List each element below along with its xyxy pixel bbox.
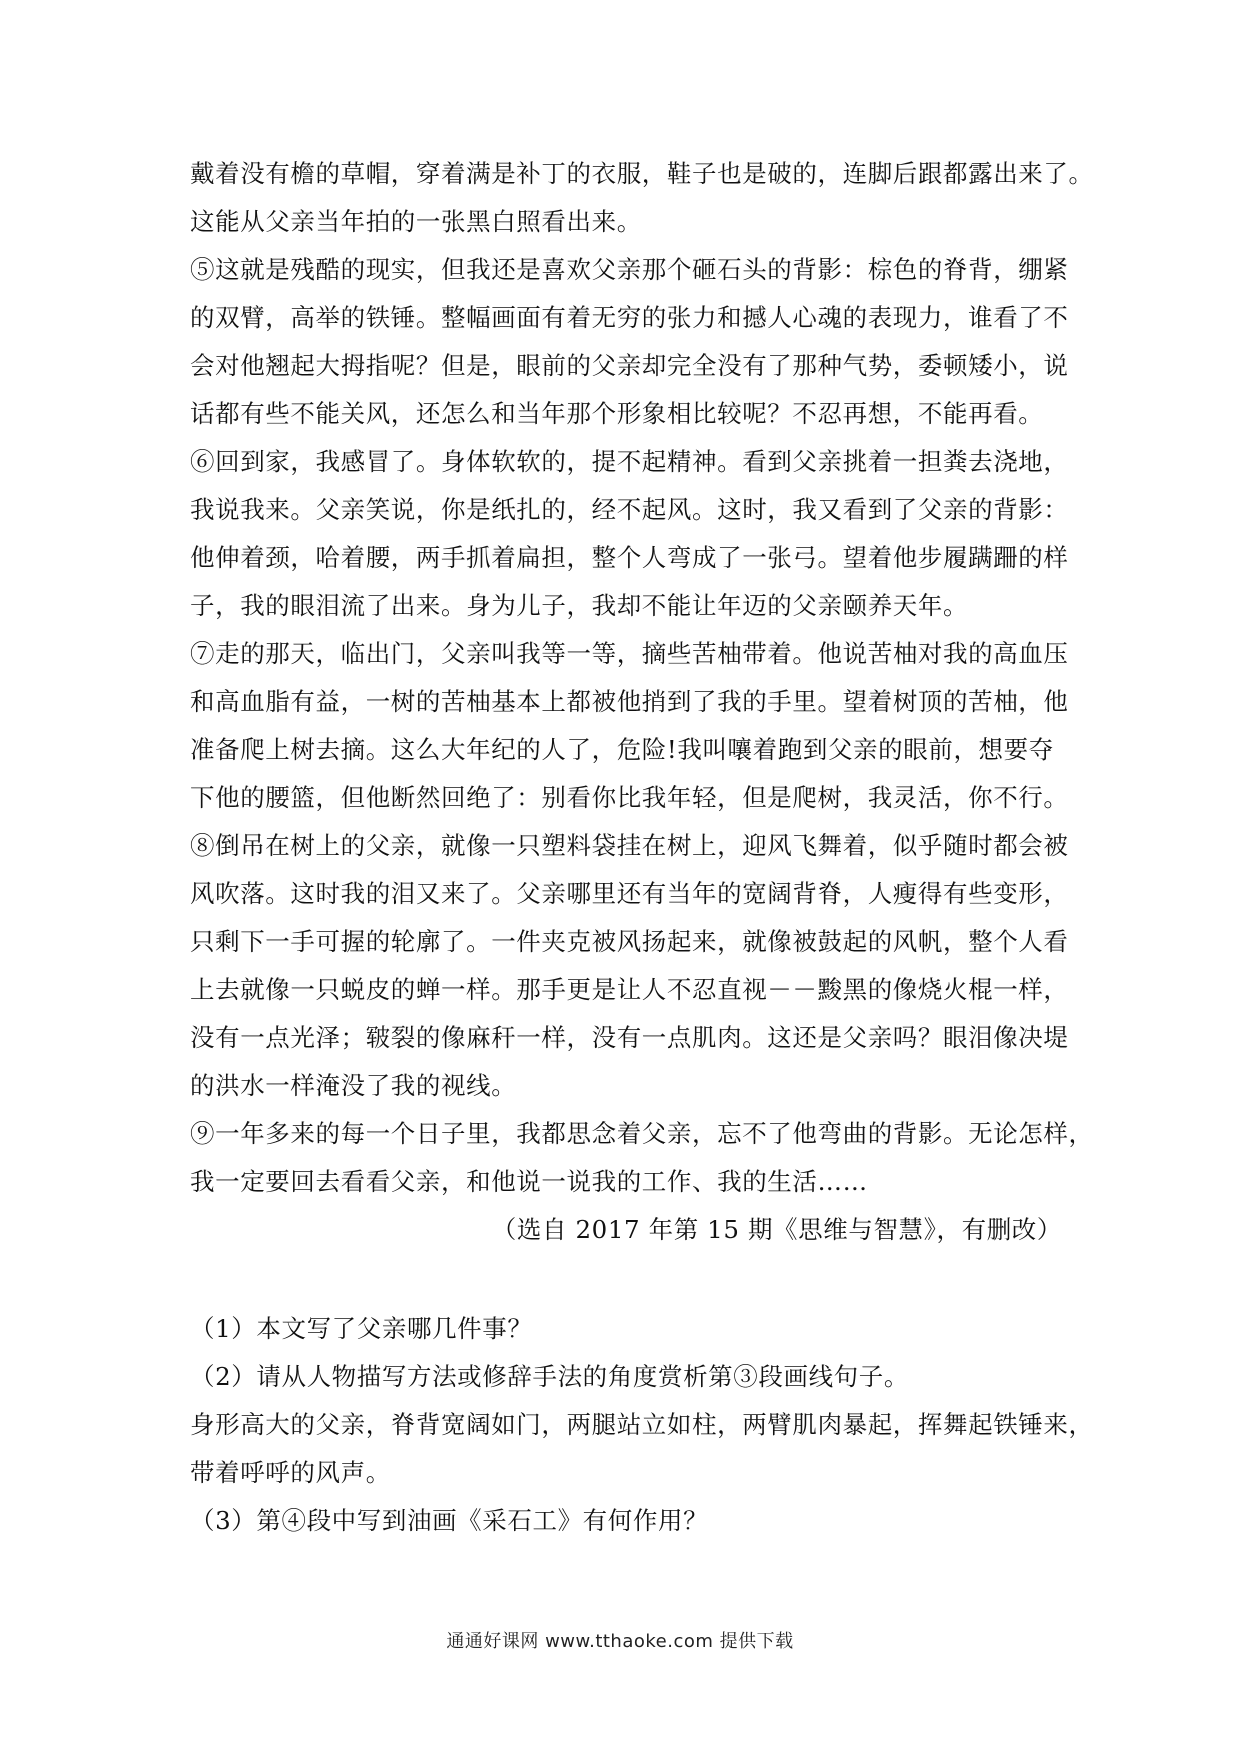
question-2: （2）请从人物描写方法或修辞手法的角度赏析第③段画线句子。 bbox=[190, 1362, 909, 1391]
passage-body bbox=[190, 150, 1094, 1254]
passage-line: 的双臂，高举的铁锤。整幅画面有着无穷的张力和撼人心魂的表现力，谁看了不 bbox=[190, 303, 1069, 332]
passage-line: ⑧倒吊在树上的父亲，就像一只塑料袋挂在树上，迎风飞舞着，似乎随时都会被 bbox=[190, 831, 1069, 860]
passage-line: ⑤这就是残酷的现实，但我还是喜欢父亲那个砸石头的背影：棕色的脊背，绷紧 bbox=[190, 255, 1069, 284]
passage-line: 子，我的眼泪流了出来。身为儿子，我却不能让年迈的父亲颐养天年。 bbox=[190, 591, 969, 620]
passage-line: 我一定要回去看看父亲，和他说一说我的工作、我的生活…… bbox=[190, 1167, 868, 1196]
passage-line: 和高血脂有益，一树的苦柚基本上都被他捎到了我的手里。望着树顶的苦柚，他 bbox=[190, 687, 1069, 716]
passage-line: 会对他翘起大拇指呢？但是，眼前的父亲却完全没有了那种气势，委顿矮小，说 bbox=[190, 351, 1069, 380]
passage-line: 风吹落。这时我的泪又来了。父亲哪里还有当年的宽阔背脊，人瘦得有些变形， bbox=[190, 879, 1069, 908]
quoted-sentence-line: 身形高大的父亲，脊背宽阔如门，两腿站立如柱，两臂肌肉暴起，挥舞起铁锤来， bbox=[190, 1410, 1094, 1439]
passage-line: ⑨一年多来的每一个日子里，我都思念着父亲，忘不了他弯曲的背影。无论怎样， bbox=[190, 1119, 1094, 1148]
quoted-sentence-line: 带着呼呼的风声。 bbox=[190, 1458, 391, 1487]
question-3: （3）第④段中写到油画《采石工》有何作用？ bbox=[190, 1506, 709, 1535]
questions-section bbox=[190, 1305, 1094, 1545]
passage-line: 这能从父亲当年拍的一张黑白照看出来。 bbox=[190, 207, 642, 236]
passage-line: 准备爬上树去摘。这么大年纪的人了，危险!我叫嚷着跑到父亲的眼前，想要夺 bbox=[190, 735, 1054, 764]
passage-line: ⑦走的那天，临出门，父亲叫我等一等，摘些苦柚带着。他说苦柚对我的高血压 bbox=[190, 639, 1069, 668]
passage-line: 下他的腰篮，但他断然回绝了：别看你比我年轻，但是爬树，我灵活，你不行。 bbox=[190, 783, 1069, 812]
passage-line: 戴着没有檐的草帽，穿着满是补丁的衣服，鞋子也是破的，连脚后跟都露出来了。 bbox=[190, 159, 1094, 188]
passage-line: 我说我来。父亲笑说，你是纸扎的，经不起风。这时，我又看到了父亲的背影： bbox=[190, 495, 1069, 524]
page-footer: 通通好课网 www.tthaoke.com 提供下载 bbox=[446, 1631, 794, 1652]
passage-line: 话都有些不能关风，还怎么和当年那个形象相比较呢？不忍再想，不能再看。 bbox=[190, 399, 1044, 428]
passage-line: ⑥回到家，我感冒了。身体软软的，提不起精神。看到父亲挑着一担粪去浇地， bbox=[190, 447, 1069, 476]
passage-line: 只剩下一手可握的轮廓了。一件夹克被风扬起来，就像被鼓起的风帆，整个人看 bbox=[190, 927, 1069, 956]
passage-line: 上去就像一只蜕皮的蝉一样。那手更是让人不忍直视－－黢黑的像烧火棍一样， bbox=[190, 975, 1069, 1004]
passage-line: 他伸着颈，哈着腰，两手抓着扁担，整个人弯成了一张弓。望着他步履蹒跚的样 bbox=[190, 543, 1069, 572]
passage-line: 的洪水一样淹没了我的视线。 bbox=[190, 1071, 517, 1100]
passage-source: （选自 2017 年第 15 期《思维与智慧》，有删改） bbox=[491, 1215, 1062, 1244]
question-1: （1）本文写了父亲哪几件事？ bbox=[190, 1314, 533, 1343]
passage-line: 没有一点光泽；皲裂的像麻秆一样，没有一点肌肉。这还是父亲吗？眼泪像决堤 bbox=[190, 1023, 1069, 1052]
